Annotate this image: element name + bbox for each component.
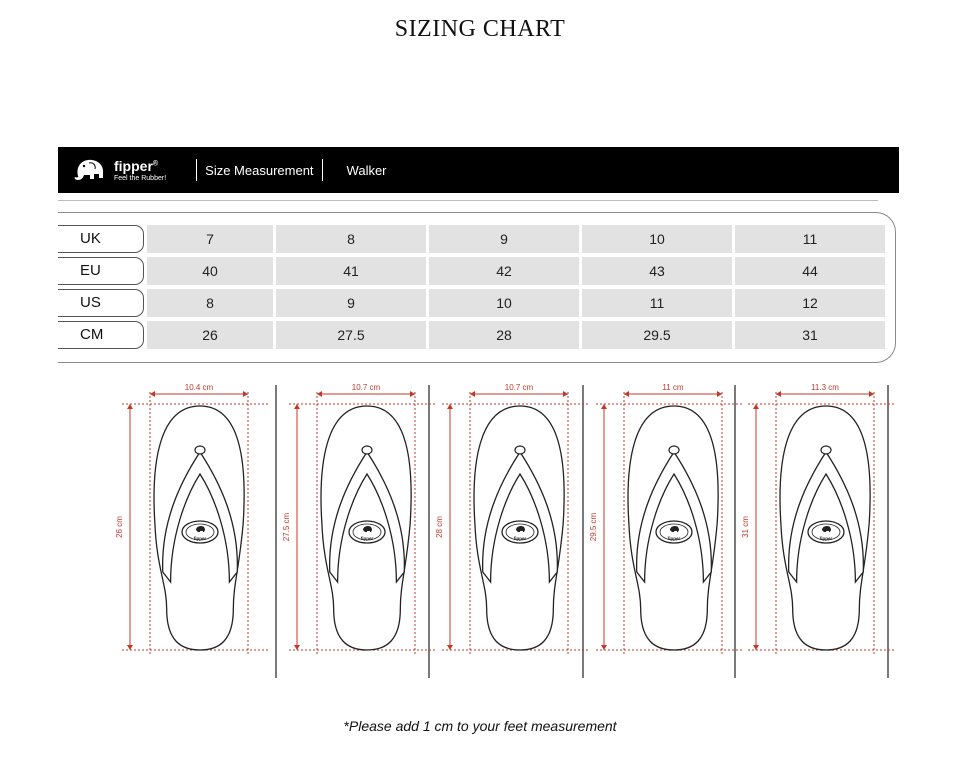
size-cell: 44 [735, 257, 885, 285]
size-cell: 12 [735, 289, 885, 317]
toe-post [669, 446, 679, 454]
row-label: US [58, 289, 144, 317]
size-cell: 9 [276, 289, 426, 317]
sandal-strap [789, 452, 864, 582]
size-cell: 10 [429, 289, 579, 317]
size-cell: 40 [147, 257, 273, 285]
toe-post [195, 446, 205, 454]
sandal-diagram [282, 383, 437, 654]
size-cell: 8 [147, 289, 273, 317]
header-product-label: Walker [346, 162, 387, 178]
size-cell: 10 [582, 225, 732, 253]
header-section-label: Size Measurement [205, 162, 314, 178]
size-cell: 28 [429, 321, 579, 349]
size-cell: 27.5 [276, 321, 426, 349]
size-cell: 42 [429, 257, 579, 285]
brand-name: fipper® [114, 157, 159, 174]
sandal-badge-text: fipper [360, 536, 374, 541]
sandal-strap [330, 452, 405, 582]
footnote: *Please add 1 cm to your feet measurement [343, 718, 617, 734]
size-cell: 41 [276, 257, 426, 285]
length-label: 27.5 cm [282, 512, 291, 542]
size-cell: 31 [735, 321, 885, 349]
page-title: SIZING CHART [394, 16, 566, 42]
width-label: 10.4 cm [184, 383, 214, 392]
sandal-diagram [741, 383, 896, 654]
brand-tagline: Feel the Rubber! [114, 174, 167, 182]
width-label: 10.7 cm [504, 383, 534, 392]
length-label: 31 cm [741, 516, 750, 538]
toe-post [515, 446, 525, 454]
toe-post [821, 446, 831, 454]
row-label: UK [58, 225, 144, 253]
size-cell: 26 [147, 321, 273, 349]
toe-post [362, 446, 372, 454]
width-label: 10.7 cm [351, 383, 381, 392]
sandal-badge-text: fipper [819, 536, 833, 541]
size-cell: 9 [429, 225, 579, 253]
row-label: EU [58, 257, 144, 285]
sandal-strap [163, 452, 238, 582]
length-label: 26 cm [115, 516, 124, 538]
size-cell: 11 [582, 289, 732, 317]
size-cell: 43 [582, 257, 732, 285]
length-label: 28 cm [435, 516, 444, 538]
sandal-strap [483, 452, 558, 582]
sandal-badge-text: fipper [667, 536, 681, 541]
sandal-diagram [589, 383, 744, 654]
sandal-badge-text: fipper [513, 536, 527, 541]
row-label: CM [58, 321, 144, 349]
sandal-badge-text: fipper [193, 536, 207, 541]
sandal-diagram [435, 383, 590, 654]
width-label: 11.3 cm [811, 383, 839, 392]
size-cell: 8 [276, 225, 426, 253]
size-cell: 11 [735, 225, 885, 253]
width-label: 11 cm [662, 383, 684, 392]
sandal-strap [637, 452, 712, 582]
size-cell: 7 [147, 225, 273, 253]
sandal-diagram [115, 383, 270, 654]
size-cell: 29.5 [582, 321, 732, 349]
length-label: 29.5 cm [589, 512, 598, 542]
